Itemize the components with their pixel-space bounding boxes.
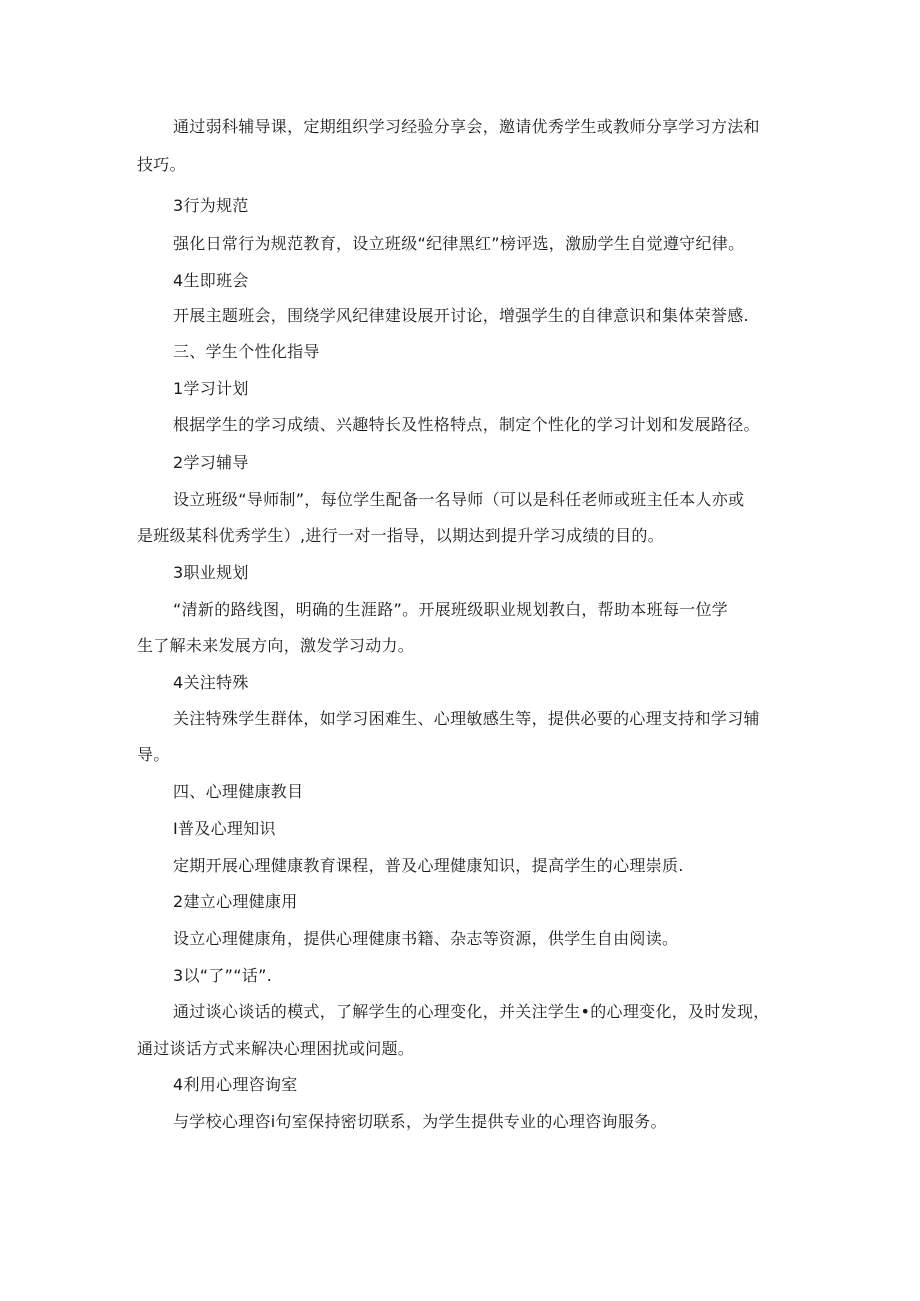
paragraph-line: 定期开展心理健康教育课程，普及心理健康知识，提高学生的心理崇质. [173, 856, 684, 875]
section-heading: 4关注特殊 [173, 673, 249, 692]
paragraph-line: 开展主题班会，围绕学风纪律建设展开讨论，增强学生的自律意识和集体荣誉感. [173, 306, 749, 325]
paragraph-line: 技巧。 [137, 155, 186, 174]
paragraph-line: “清新的路线图，明确的生涯路”。开展班级职业规划教白，帮助本班每一位学 [173, 600, 729, 619]
paragraph-line: 通过弱科辅导课，定期组织学习经验分享会，邀请优秀学生或教师分享学习方法和 [173, 117, 760, 136]
section-heading: 3以“了”“话”. [173, 966, 273, 985]
paragraph-line: 设立心理健康角，提供心理健康书籍、杂志等资源，供学生自由阅读。 [173, 929, 679, 948]
paragraph-line: 通过谈话方式来解决心理困扰或问题。 [137, 1039, 415, 1058]
paragraph-line: 根据学生的学习成绩、兴趣特长及性格特点，制定个性化的学习计划和发展路径。 [173, 415, 760, 434]
chapter-heading: 三、学生个性化指导 [173, 342, 320, 361]
section-heading: 3职业规划 [173, 563, 249, 582]
section-heading: 3行为规范 [173, 196, 249, 215]
chapter-heading: 四、心理健康教目 [173, 782, 304, 801]
paragraph-line: 设立班级“导师制”，每位学生配备一名导师（可以是科任老师或班主任本人亦或 [173, 490, 745, 509]
section-heading: 4利用心理咨询室 [173, 1075, 298, 1094]
paragraph-line: 通过谈心谈话的模式，了解学生的心理变化，并关注学生•的心理变化，及时发现， [173, 1002, 770, 1021]
paragraph-line: 是班级某科优秀学生）,进行一对一指导，以期达到提升学习成绩的目的。 [137, 526, 664, 545]
paragraph-line: 生了解未来发展方向，激发学习动力。 [137, 636, 415, 655]
section-heading: 4生即班会 [173, 271, 249, 290]
section-heading: I普及心理知识 [173, 819, 276, 838]
section-heading: 2建立心理健康用 [173, 892, 298, 911]
section-heading: 1学习计划 [173, 379, 249, 398]
paragraph-line: 导。 [137, 745, 170, 764]
section-heading: 2学习辅导 [173, 453, 249, 472]
paragraph-line: 与学校心理咨i句室保持密切联系，为学生提供专业的心理咨询服务。 [173, 1112, 667, 1131]
paragraph-line: 关注特殊学生群体，如学习困难生、心理敏感生等，提供必要的心理支持和学习辅 [173, 709, 760, 728]
paragraph-line: 强化日常行为规范教育，设立班级“纪律黑红”榜评选，激励学生自觉遵守纪律。 [173, 234, 745, 253]
